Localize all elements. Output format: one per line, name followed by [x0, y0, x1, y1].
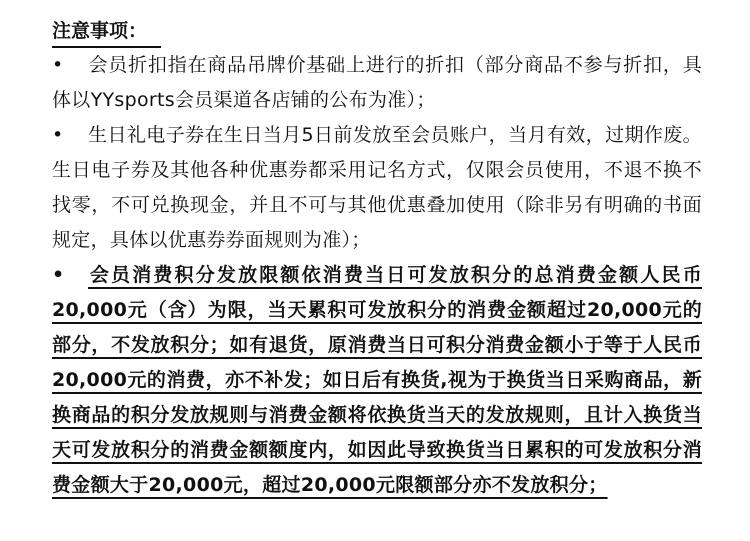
notice-item-birthday-coupon	[52, 118, 702, 258]
notice-item-text: 会员消费积分发放限额依消费当日可发放积分的总消费金额人民币20,000元（含）为限，当天累积可发放积分的消费金额超过20,000元的部分，不发放积分；如有退货，原消费当日可积分消费金额小于等于人民币20,000元的消费，亦不补发；如日后有换货,视为于换货当日采购商品，新换商品的积分发放规则与消费金额将依换货当天的发放规则，且计入换货当天可发放积分的消费金额额度内，如因此导致换货当日累积的可发放积分消费金额大于20,000元，超过20,000元限额部分亦不发放积分；	[52, 264, 702, 496]
notice-heading: 注意事项：	[52, 14, 161, 48]
notice-section	[52, 14, 702, 503]
notice-item-points-limit	[52, 258, 702, 503]
bullet-icon: •	[52, 124, 64, 146]
notice-item-text: 生日礼电子券在生日当月5日前发放至会员账户，当月有效，过期作废。生日电子券及其他各种优惠券都采用记名方式，仅限会员使用，不退不换不找零，不可兑换现金，并且不可与其他优惠叠加使用（除非另有明确的书面规定，具体以优惠券券面规则为准）；	[52, 124, 702, 251]
notice-item-discount	[52, 48, 702, 118]
notice-item-text: 会员折扣指在商品吊牌价基础上进行的折扣（部分商品不参与折扣，具体以YYsports会员渠道各店铺的公布为准）；	[52, 54, 702, 111]
bullet-icon: •	[52, 264, 65, 286]
bullet-icon: •	[52, 54, 64, 76]
notice-item-text-underlined	[52, 264, 702, 496]
